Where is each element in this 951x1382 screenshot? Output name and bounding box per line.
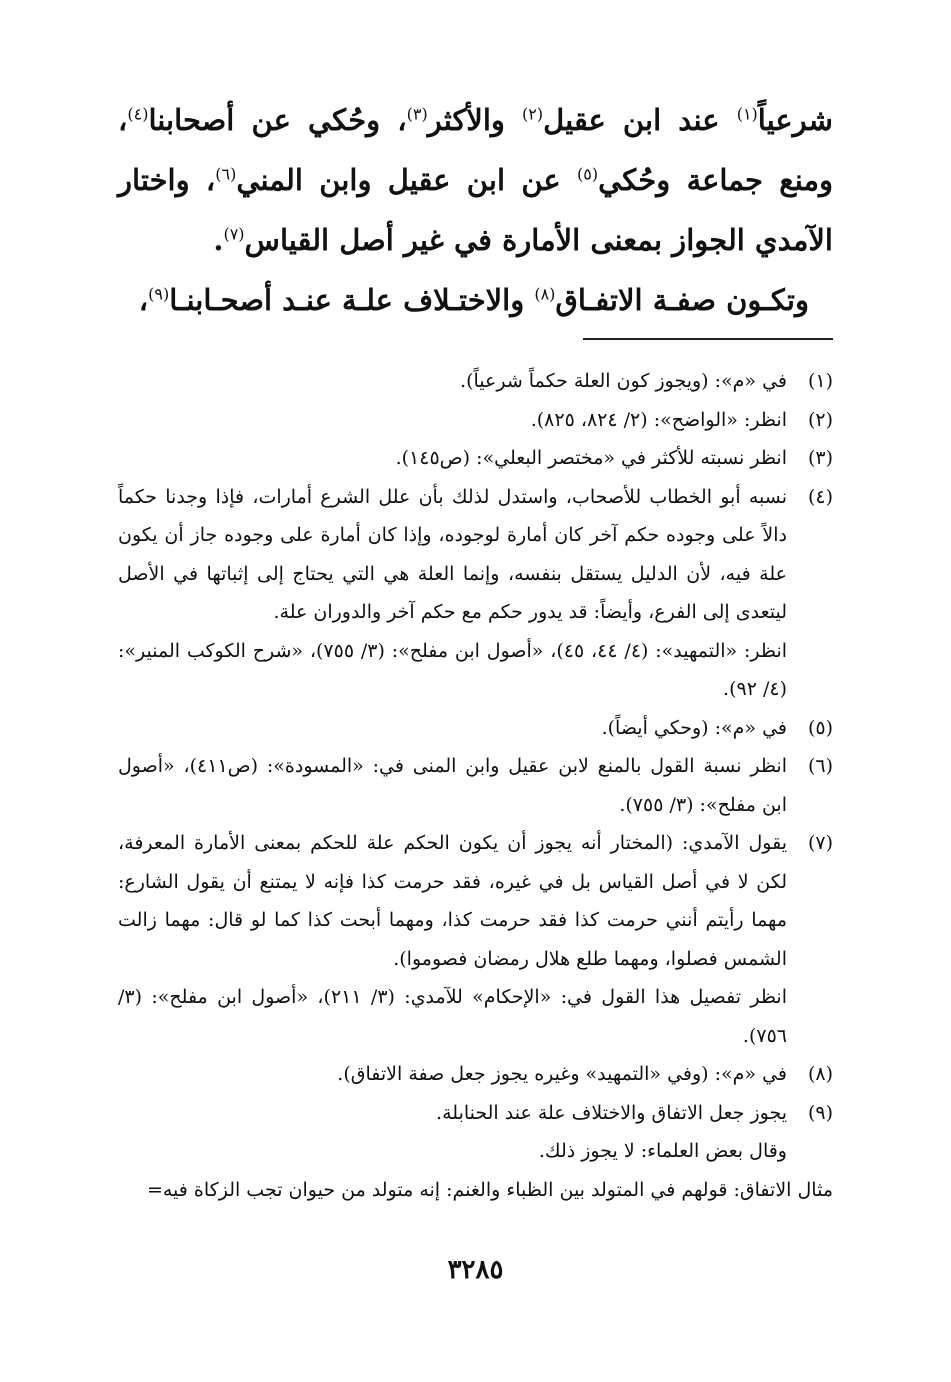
footnote-body: [118, 478, 787, 709]
footnote-ref-2: (٢): [522, 104, 544, 124]
footnote-number: (٣): [807, 447, 833, 469]
footnote-body: [118, 1094, 787, 1171]
footnote-text: في «م»: (ويجوز كون العلة حكماً شرعياً).: [460, 370, 787, 392]
footnote-body: [118, 824, 787, 1055]
footnote-3: [118, 439, 833, 478]
text-run: والاختـلاف علـة عنـد أصحـابنـا: [169, 283, 535, 317]
footnote-6: [118, 747, 833, 824]
text-run: عند ابن عقيل: [543, 103, 737, 137]
footnotes: [118, 362, 833, 1209]
footnote-7: [118, 824, 833, 1055]
footnote-number: (٩): [807, 1101, 833, 1124]
footnote-text-continued: وقال بعض العلماء: لا يجوز ذلك.: [538, 1140, 787, 1162]
main-paragraph-2: [118, 270, 833, 330]
footnote-9: [118, 1094, 833, 1171]
page-number: ٣٢٨٥: [447, 1255, 504, 1285]
footnote-text: في «م»: (وحكي أيضاً).: [601, 716, 787, 739]
page-content: [118, 90, 833, 1285]
text-run: ،: [138, 283, 149, 317]
footnote-tail-text: مثال الاتفاق: قولهم في المتولد بين الظباء والغنم: إنه متولد من حيوان تجب الزكاة فيه=: [146, 1178, 833, 1201]
footnote-ref-3: (٣): [406, 104, 428, 124]
footnote-ref-5: (٥): [577, 164, 599, 184]
text-run: .: [213, 223, 224, 257]
footnote-text: في «م»: (وفي «التمهيد» وغيره يجوز جعل صفة الاتفاق).: [337, 1063, 787, 1085]
footnote-4: [118, 478, 833, 709]
footnote-number: (١): [807, 370, 833, 392]
text-run: عن ابن عقيل وابن المني: [236, 163, 578, 197]
footnote-text: انظر نسبة القول بالمنع لابن عقيل وابن المنى في: «المسودة»: (ص٤١١)، «أصول ابن مفلح»: (٣/ ٧٥٥).: [118, 755, 787, 816]
footnote-text: يجوز جعل الاتفاق والاختلاف علة عند الحنابلة.: [436, 1101, 787, 1124]
text-run: ، وحُكي عن أصحابنا: [148, 103, 407, 137]
footnote-ref-8: (٨): [534, 284, 556, 304]
text-run: شرعياً: [757, 103, 833, 137]
footnote-separator: [583, 338, 833, 340]
footnote-text: انظر نسبته للأكثر في «مختصر البعلي»: (ص١٤٥).: [395, 447, 787, 469]
footnote-number: (٢): [807, 408, 833, 431]
footnote-ref-9: (٩): [148, 284, 170, 304]
text-run: والأكثر: [427, 103, 523, 137]
footnote-reference: انظر تفصيل هذا القول في: «الإحكام» للآمدي: (٣/ ٢١١)، «أصول ابن مفلح»: (٣/ ٧٥٦).: [118, 986, 787, 1047]
text-run: وتكـون صفـة الاتفـاق: [555, 283, 809, 317]
footnote-ref-6: (٦): [215, 164, 237, 184]
footnote-number: (٤): [807, 485, 833, 508]
footnote-number: (٥): [807, 716, 833, 739]
footnote-1: [118, 362, 833, 401]
footnote-text: انظر: «الواضح»: (٢/ ٨٢٤، ٨٢٥).: [530, 408, 787, 431]
footnote-ref-4: (٤): [127, 104, 149, 124]
footnote-8: [118, 1055, 833, 1094]
footnote-number: (٨): [807, 1063, 833, 1085]
footnote-text: يقول الآمدي: (المختار أنه يجوز أن يكون الحكم علة للحكم بمعنى الأمارة المعرفة، لكن لا في أصل القياس بل في غيره، فقد حرمت كذا فإنه لا يمتنع أن يقول الشارع: مهما رأيتم أنني حرمت كذا فقد حرمت كذا، ومهما أبحت كذا كما لو قال: مهما زالت الشمس فصلوا، ومهما طلع هلال رمضان فصوموا).: [118, 832, 787, 970]
footnote-tail: [118, 1171, 833, 1210]
footnote-text: نسبه أبو الخطاب للأصحاب، واستدل لذلك بأن علل الشرع أمارات، فإذا وجدنا حكماً دالاً على وجوده حكم آخر كان أمارة لوجوده، وإذا كان أمارة على وجوده جاز أن يكون علة فيه، لأن الدليل يستقل بنفسه، وإنما العلة هي التي يحتاج إلى إثباتها في الأصل ليتعدى إلى الفرع، وأيضاً: قد يدور حكم مع حكم آخر والدوران علة.: [118, 485, 787, 623]
main-paragraph-1: [118, 90, 833, 270]
footnote-5: [118, 709, 833, 748]
main-text: [118, 90, 833, 330]
footnote-reference: انظر: «التمهيد»: (٤/ ٤٤، ٤٥)، «أصول ابن مفلح»: (٣/ ٧٥٥)، «شرح الكوكب المنير»: (٤/ ٩٢).: [118, 639, 788, 700]
text-run: ، ومنع جماعة وحُكي: [118, 103, 833, 197]
footnote-2: [118, 401, 833, 440]
footnote-number: (٦): [807, 755, 833, 777]
footnote-ref-1: (١): [736, 104, 758, 124]
footnote-number: (٧): [807, 832, 833, 854]
footnote-ref-7: (٧): [223, 224, 245, 244]
text-run: ، واختار الآمدي الجواز بمعنى الأمارة في غير أصل القياس: [118, 163, 833, 257]
